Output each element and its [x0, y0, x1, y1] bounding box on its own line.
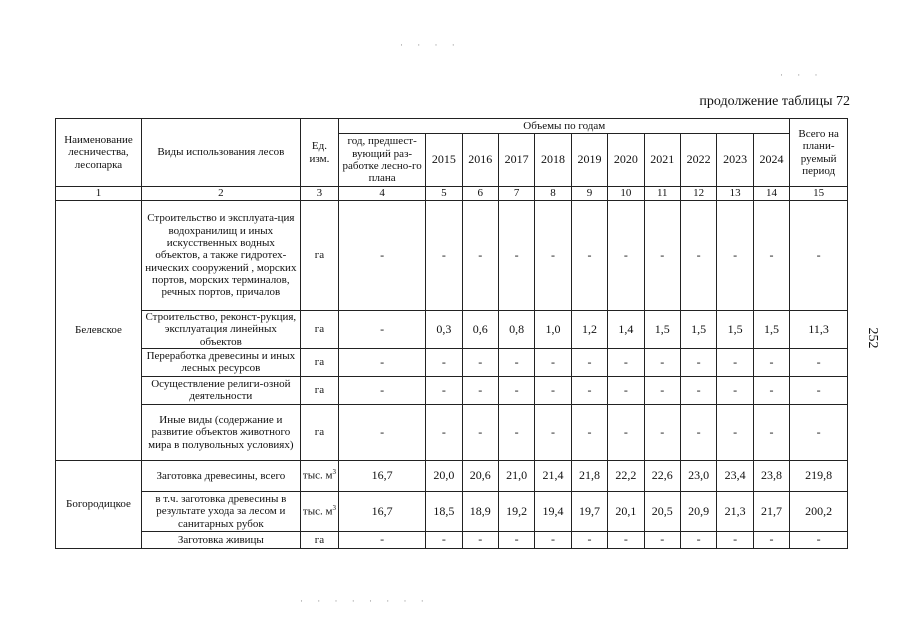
- prior-year-value: 16,7: [339, 491, 426, 531]
- year-value: -: [535, 404, 571, 460]
- year-value: 20,6: [462, 460, 498, 491]
- unit-cell: [300, 531, 338, 548]
- year-value: -: [680, 348, 716, 376]
- header-year: 2018: [535, 134, 571, 187]
- year-value: 22,6: [644, 460, 680, 491]
- year-value: -: [462, 404, 498, 460]
- year-value: 1,5: [753, 311, 790, 349]
- year-value: -: [462, 348, 498, 376]
- year-value: -: [644, 376, 680, 404]
- prior-year-value: -: [339, 531, 426, 548]
- header-prior-year: год, предшест-вующий раз-работке лесно-го плана: [339, 134, 426, 187]
- total-value: -: [790, 201, 848, 311]
- total-value: -: [790, 376, 848, 404]
- header-year: 2019: [571, 134, 607, 187]
- table-row: [56, 491, 848, 531]
- unit: га: [314, 356, 325, 369]
- year-value: 21,0: [498, 460, 534, 491]
- prior-year-value: -: [339, 201, 426, 311]
- year-value: -: [535, 376, 571, 404]
- prior-year-value: -: [339, 376, 426, 404]
- header-year: 2023: [717, 134, 753, 187]
- year-value: 21,4: [535, 460, 571, 491]
- column-number: 4: [339, 187, 426, 201]
- year-value: 21,7: [753, 491, 790, 531]
- year-value: -: [608, 404, 644, 460]
- year-value: 22,2: [608, 460, 644, 491]
- year-value: -: [535, 201, 571, 311]
- year-value: 19,4: [535, 491, 571, 531]
- prior-year-value: -: [339, 311, 426, 349]
- header-year: 2020: [608, 134, 644, 187]
- column-number: 1: [56, 187, 142, 201]
- year-value: -: [608, 531, 644, 548]
- year-value: -: [571, 531, 607, 548]
- year-value: -: [498, 201, 534, 311]
- year-value: 21,8: [571, 460, 607, 491]
- year-value: -: [571, 404, 607, 460]
- header-year: 2021: [644, 134, 680, 187]
- unit-cell: [300, 376, 338, 404]
- table-row: [56, 531, 848, 548]
- unit: га: [314, 323, 325, 336]
- scan-noise: · · · ·: [400, 40, 461, 50]
- use-kind: Строительство и эксплуата-ция водохранилищ и иных искусственных водных объектов, а также гидротех-нических сооружений , морских портов, морских терминалов, речных портов, причалов: [141, 201, 300, 311]
- total-value: 200,2: [790, 491, 848, 531]
- unit: тыс. м: [302, 505, 333, 518]
- column-number: 7: [498, 187, 534, 201]
- use-kind: Заготовка древесины, всего: [141, 460, 300, 491]
- scan-noise: · · ·: [780, 70, 824, 80]
- table-header: [56, 119, 848, 201]
- year-value: 1,5: [717, 311, 753, 349]
- year-value: -: [426, 348, 462, 376]
- unit: га: [314, 426, 325, 439]
- year-value: 21,3: [717, 491, 753, 531]
- total-value: -: [790, 531, 848, 548]
- year-value: -: [680, 376, 716, 404]
- column-number: 15: [790, 187, 848, 201]
- year-value: 0,8: [498, 311, 534, 349]
- total-value: 219,8: [790, 460, 848, 491]
- use-kind: Заготовка живицы: [141, 531, 300, 548]
- year-value: -: [608, 348, 644, 376]
- year-value: -: [426, 404, 462, 460]
- header-year: 2024: [753, 134, 790, 187]
- year-value: 18,5: [426, 491, 462, 531]
- forestry-name: Богородицкое: [56, 460, 142, 548]
- column-number-row: [56, 187, 848, 201]
- header-total: Всего на плани-руемый период: [790, 119, 848, 187]
- table-row: [56, 460, 848, 491]
- year-value: -: [753, 348, 790, 376]
- year-value: 20,0: [426, 460, 462, 491]
- year-value: -: [753, 376, 790, 404]
- use-kind: Строительство, реконст-рукция, эксплуатация линейных объектов: [141, 311, 300, 349]
- total-value: 11,3: [790, 311, 848, 349]
- use-kind: Осуществление религи-озной деятельности: [141, 376, 300, 404]
- forest-use-table: [55, 118, 848, 549]
- unit-cell: [300, 201, 338, 311]
- year-value: -: [571, 376, 607, 404]
- year-value: -: [608, 201, 644, 311]
- unit-cell: [300, 348, 338, 376]
- year-value: 20,1: [608, 491, 644, 531]
- year-value: -: [680, 404, 716, 460]
- year-value: -: [498, 376, 534, 404]
- year-value: -: [462, 376, 498, 404]
- year-value: -: [608, 376, 644, 404]
- column-number: 11: [644, 187, 680, 201]
- use-kind: Иные виды (содержание и развитие объектов животного мира в полувольных условиях): [141, 404, 300, 460]
- column-number: 9: [571, 187, 607, 201]
- year-value: -: [644, 404, 680, 460]
- unit-cell: [300, 404, 338, 460]
- table-caption: продолжение таблицы 72: [699, 94, 850, 109]
- year-value: -: [426, 376, 462, 404]
- year-value: -: [717, 531, 753, 548]
- header-volumes-group: Объемы по годам: [339, 119, 790, 134]
- header-year: 2015: [426, 134, 462, 187]
- column-number: 12: [680, 187, 716, 201]
- unit: га: [314, 249, 325, 262]
- use-kind: в т.ч. заготовка древесины в результате ухода за лесом и санитарных рубок: [141, 491, 300, 531]
- unit-cell: [300, 491, 338, 531]
- column-number: 14: [753, 187, 790, 201]
- year-value: -: [644, 531, 680, 548]
- year-value: -: [753, 404, 790, 460]
- table-row: [56, 404, 848, 460]
- prior-year-value: -: [339, 348, 426, 376]
- table-body: [56, 201, 848, 549]
- header-kind: Виды использования лесов: [141, 119, 300, 187]
- year-value: 20,9: [680, 491, 716, 531]
- year-value: -: [680, 201, 716, 311]
- header-year: 2016: [462, 134, 498, 187]
- header-year: 2017: [498, 134, 534, 187]
- unit: га: [314, 384, 325, 397]
- total-value: -: [790, 404, 848, 460]
- header-year: 2022: [680, 134, 716, 187]
- year-value: 19,2: [498, 491, 534, 531]
- year-value: 0,6: [462, 311, 498, 349]
- use-kind: Переработка древесины и иных лесных ресурсов: [141, 348, 300, 376]
- unit-cell: [300, 460, 338, 491]
- table-row: [56, 348, 848, 376]
- year-value: 23,4: [717, 460, 753, 491]
- column-number: 13: [717, 187, 753, 201]
- total-value: -: [790, 348, 848, 376]
- year-value: -: [753, 201, 790, 311]
- header-unit: Ед. изм.: [300, 119, 338, 187]
- year-value: -: [426, 531, 462, 548]
- column-number: 5: [426, 187, 462, 201]
- year-value: 20,5: [644, 491, 680, 531]
- column-number: 6: [462, 187, 498, 201]
- year-value: -: [462, 201, 498, 311]
- unit-superscript: 3: [332, 503, 336, 512]
- year-value: 18,9: [462, 491, 498, 531]
- year-value: -: [644, 201, 680, 311]
- unit-superscript: 3: [332, 468, 336, 477]
- year-value: 1,0: [535, 311, 571, 349]
- year-value: -: [717, 348, 753, 376]
- year-value: -: [498, 348, 534, 376]
- year-value: 1,5: [644, 311, 680, 349]
- year-value: 23,0: [680, 460, 716, 491]
- year-value: -: [571, 348, 607, 376]
- year-value: -: [753, 531, 790, 548]
- year-value: -: [717, 376, 753, 404]
- table-row: [56, 376, 848, 404]
- year-value: -: [680, 531, 716, 548]
- year-value: -: [717, 404, 753, 460]
- year-value: -: [535, 531, 571, 548]
- year-value: -: [462, 531, 498, 548]
- column-number: 10: [608, 187, 644, 201]
- year-value: -: [571, 201, 607, 311]
- unit: тыс. м: [302, 470, 333, 483]
- year-value: -: [717, 201, 753, 311]
- table-row: [56, 201, 848, 311]
- year-value: -: [498, 404, 534, 460]
- column-number: 8: [535, 187, 571, 201]
- year-value: 19,7: [571, 491, 607, 531]
- unit-cell: [300, 311, 338, 349]
- forestry-name: Белевское: [56, 201, 142, 461]
- scan-noise: · · · · · · · ·: [300, 596, 430, 606]
- prior-year-value: 16,7: [339, 460, 426, 491]
- page-number: 252: [865, 327, 880, 349]
- header-forestry: Наименование лесничества, лесопарка: [56, 119, 142, 187]
- column-number: 3: [300, 187, 338, 201]
- year-value: 1,2: [571, 311, 607, 349]
- year-value: -: [644, 348, 680, 376]
- year-value: 23,8: [753, 460, 790, 491]
- year-value: 1,4: [608, 311, 644, 349]
- prior-year-value: -: [339, 404, 426, 460]
- year-value: -: [498, 531, 534, 548]
- table-row: [56, 311, 848, 349]
- year-value: -: [426, 201, 462, 311]
- year-value: 1,5: [680, 311, 716, 349]
- year-value: 0,3: [426, 311, 462, 349]
- year-value: -: [535, 348, 571, 376]
- column-number: 2: [141, 187, 300, 201]
- unit: га: [314, 533, 325, 546]
